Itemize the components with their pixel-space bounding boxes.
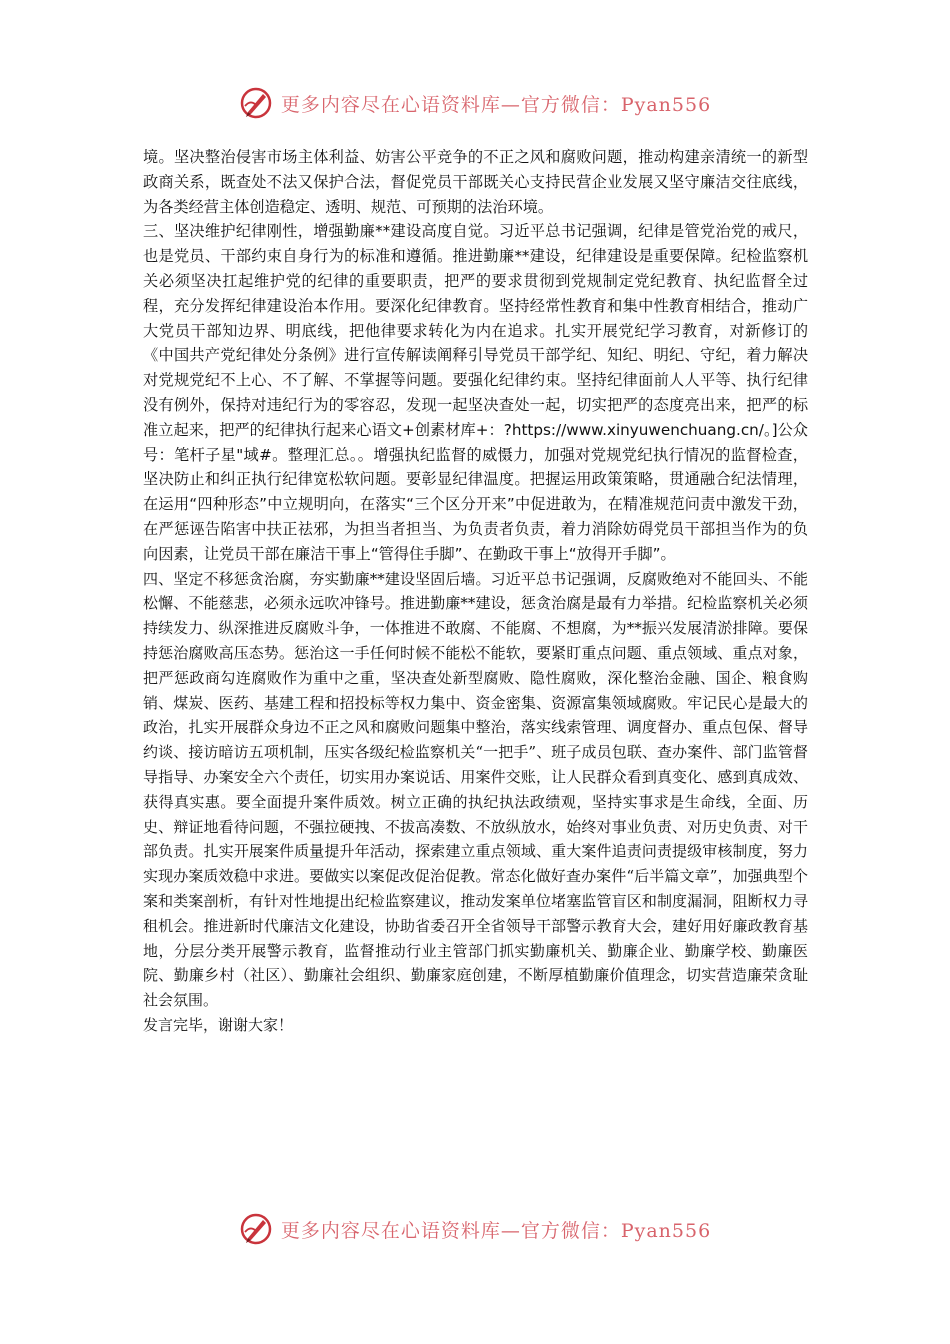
- watermark-text: 更多内容尽在心语资料库—官方微信：Pyan556: [280, 93, 712, 116]
- header-watermark-banner: [0, 86, 950, 120]
- document-body: [143, 145, 808, 1038]
- pen-logo-icon: [239, 1212, 273, 1246]
- paragraph-3: 四、坚定不移惩贪治腐，夯实勤廉**建设坚固后墙。习近平总书记强调，反腐败绝对不能回头、不能松懈、不能慈悲，必须永远吹冲锋号。推进勤廉**建设，惩贪治腐是最有力举措。纪检监察机关必须持续发力、纵深推进反腐败斗争，一体推进不敢腐、不能腐、不想腐，为**振兴发展清淤排障。要保持惩治腐败高压态势。惩治这一手任何时候不能松不能软，要紧盯重点问题、重点领域、重点对象，把严惩政商勾连腐败作为重中之重，坚决查处新型腐败、隐性腐败，深化整治金融、国企、粮食购销、煤炭、医药、基建工程和招投标等权力集中、资金密集、资源富集领域腐败。牢记民心是最大的政治，扎实开展群众身边不正之风和腐败问题集中整治，落实线索管理、调度督办、重点包保、督导约谈、接访暗访五项机制，压实各级纪检监察机关“一把手”、班子成员包联、查办案件、部门监管督导指导、办案安全六个责任，切实用办案说话、用案件交账，让人民群众看到真变化、感到真成效、获得真实惠。要全面提升案件质效。树立正确的执纪执法政绩观，坚持实事求是生命线，全面、历史、辩证地看待问题，不强拉硬拽、不拔高凑数、不放纵放水，始终对事业负责、对历史负责、对干部负责。扎实开展案件质量提升年活动，探索建立重点领域、重大案件追责问责提级审核制度，努力实现办案质效稳中求进。要做实以案促改促治促教。常态化做好查办案件“后半篇文章”，加强典型个案和类案剖析，有针对性地提出纪检监察建议，推动发案单位堵塞监管盲区和制度漏洞，阻断权力寻租机会。推进新时代廉洁文化建设，协助省委召开全省领导干部警示教育大会，建好用好廉政教育基地，分层分类开展警示教育，监督推动行业主管部门抓实勤廉机关、勤廉企业、勤廉学校、勤廉医院、勤廉乡村（社区）、勤廉社会组织、勤廉家庭创建，不断厚植勤廉价值理念，切实营造廉荣贪耻社会氛围。: [143, 569, 808, 1010]
- paragraph-1: 境。坚决整治侵害市场主体利益、妨害公平竞争的不正之风和腐败问题，推动构建亲清统一的新型政商关系，既查处不法又保护合法，督促党员干部既关心支持民营企业发展又坚守廉洁交往底线，为各类经营主体创造稳定、透明、规范、可预期的法治环境。: [143, 148, 808, 216]
- pen-logo-icon: [239, 86, 273, 120]
- footer-watermark-banner: [0, 1212, 950, 1246]
- paragraph-2: 三、坚决维护纪律刚性，增强勤廉**建设高度自觉。习近平总书记强调，纪律是管党治党的戒尺，也是党员、干部约束自身行为的标准和遵循。推进勤廉**建设，纪律建设是重要保障。纪检监察机关必须坚决扛起维护党的纪律的重要职责，把严的要求贯彻到党规制定党纪教育、执纪监督全过程，充分发挥纪律建设治本作用。要深化纪律教育。坚持经常性教育和集中性教育相结合，推动广大党员干部知边界、明底线，把他律要求转化为内在追求。扎实开展党纪学习教育，对新修订的《中国共产党纪律处分条例》进行宣传解读阐释引导党员干部学纪、知纪、明纪、守纪，着力解决对党规党纪不上心、不了解、不掌握等问题。要强化纪律约束。坚持纪律面前人人平等、执行纪律没有例外，保持对违纪行为的零容忍，发现一起坚决查处一起，切实把严的态度亮出来，把严的标准立起来，把严的纪律执行起来心语文+创素材库+：?https://www.xinyuwenchuang.cn/。]公众号：笔杆子星"域#。整理汇总。。增强执纪监督的威慑力，加强对党规党纪执行情况的监督检查，坚决防止和纠正执行纪律宽松软问题。要彰显纪律温度。把握运用政策策略，贯通融合纪法情理，在运用“四种形态”中立规明向，在落实“三个区分开来”中促进敢为，在精准规范问责中激发干劲，在严惩诬告陷害中扶正祛邪，为担当者担当、为负责者负责，着力消除妨碍党员干部担当作为的负向因素，让党员干部在廉洁干事上“管得住手脚”、在勤政干事上“放得开手脚”。: [143, 222, 808, 563]
- watermark-text: 更多内容尽在心语资料库—官方微信：Pyan556: [280, 1219, 712, 1242]
- paragraph-4: 发言完毕，谢谢大家！: [143, 1015, 294, 1034]
